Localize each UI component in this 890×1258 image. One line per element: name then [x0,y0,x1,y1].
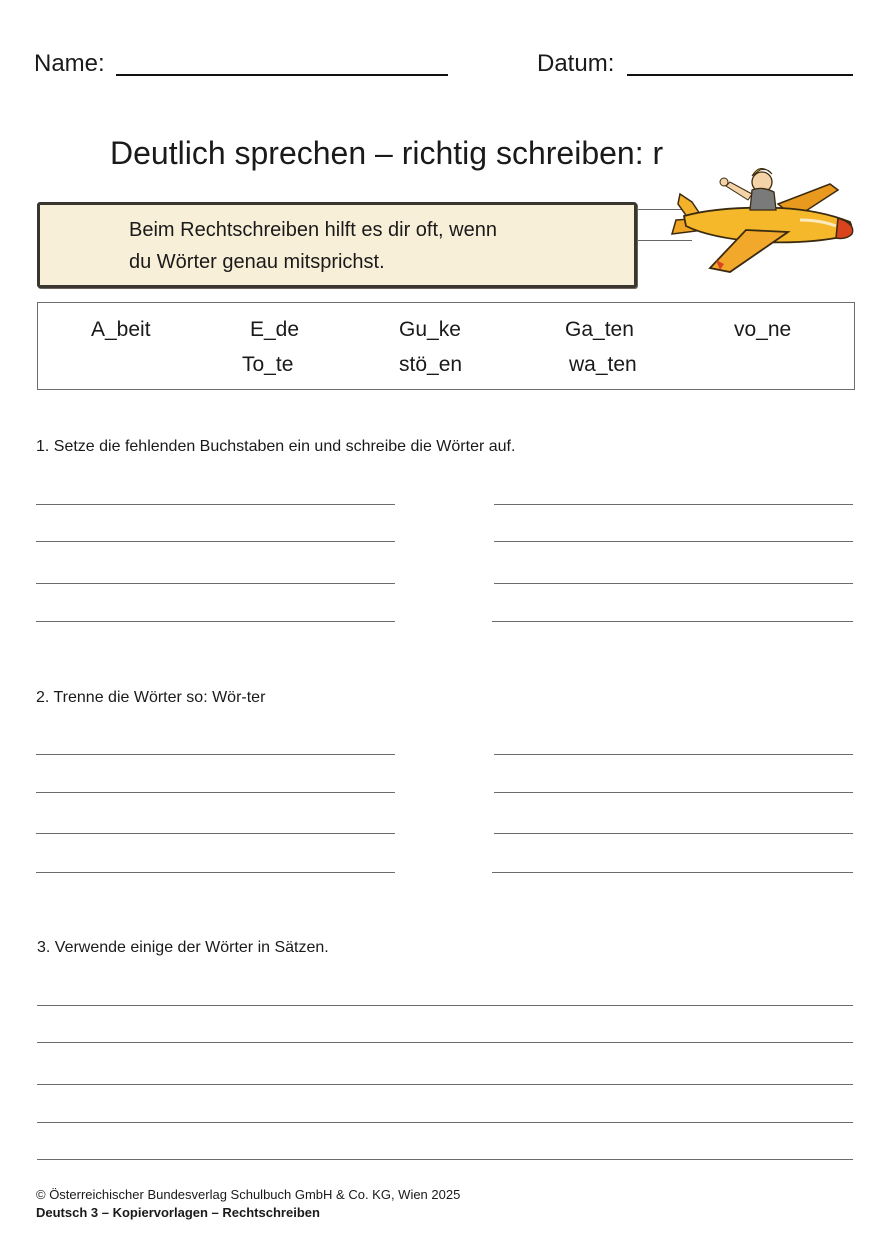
answer-line[interactable] [36,504,395,505]
page-title: Deutlich sprechen – richtig schreiben: r [110,135,664,171]
sentence-line[interactable] [37,1084,853,1085]
sentence-line[interactable] [37,1005,853,1006]
answer-line[interactable] [36,792,395,793]
answer-line[interactable] [492,621,853,622]
answer-line[interactable] [36,833,395,834]
answer-line[interactable] [36,754,395,755]
word-item: Ga_ten [565,318,634,341]
sentence-line[interactable] [37,1042,853,1043]
task-3-instruction: 3. Verwende einige der Wörter in Sätzen. [37,939,329,956]
word-item: To_te [242,353,294,376]
sentence-line[interactable] [37,1159,853,1160]
word-item: wa_ten [569,353,637,376]
hint-line-1: Beim Rechtschreiben hilft es dir oft, wenn [129,219,497,241]
task-1-instruction: 1. Setze die fehlenden Buchstaben ein und schreibe die Wörter auf. [36,438,516,455]
answer-line[interactable] [36,541,395,542]
name-label: Name: [34,50,105,77]
answer-line[interactable] [494,754,853,755]
answer-line[interactable] [36,583,395,584]
footer-book-title: Deutsch 3 – Kopiervorlagen – Rechtschreiben [36,1205,320,1220]
sentence-line[interactable] [37,1122,853,1123]
name-field[interactable] [116,74,448,76]
footer-copyright: © Österreichischer Bundesverlag Schulbuch GmbH & Co. KG, Wien 2025 [36,1187,461,1202]
word-item: vo_ne [734,318,792,341]
word-item: A_beit [91,318,151,341]
word-item: stö_en [399,353,463,376]
word-item: E_de [250,318,300,341]
answer-line[interactable] [36,621,395,622]
hint-line-2: du Wörter genau mitsprichst. [129,251,385,273]
date-field[interactable] [627,74,853,76]
date-label: Datum: [537,50,615,77]
answer-line[interactable] [494,504,853,505]
answer-line[interactable] [494,833,853,834]
word-item: Gu_ke [399,318,461,341]
answer-line[interactable] [36,872,395,873]
answer-line[interactable] [494,541,853,542]
task-2-instruction: 2. Trenne die Wörter so: Wör-ter [36,689,266,706]
answer-line[interactable] [494,583,853,584]
answer-line[interactable] [494,792,853,793]
airplane-icon [660,160,860,278]
answer-line[interactable] [492,872,853,873]
